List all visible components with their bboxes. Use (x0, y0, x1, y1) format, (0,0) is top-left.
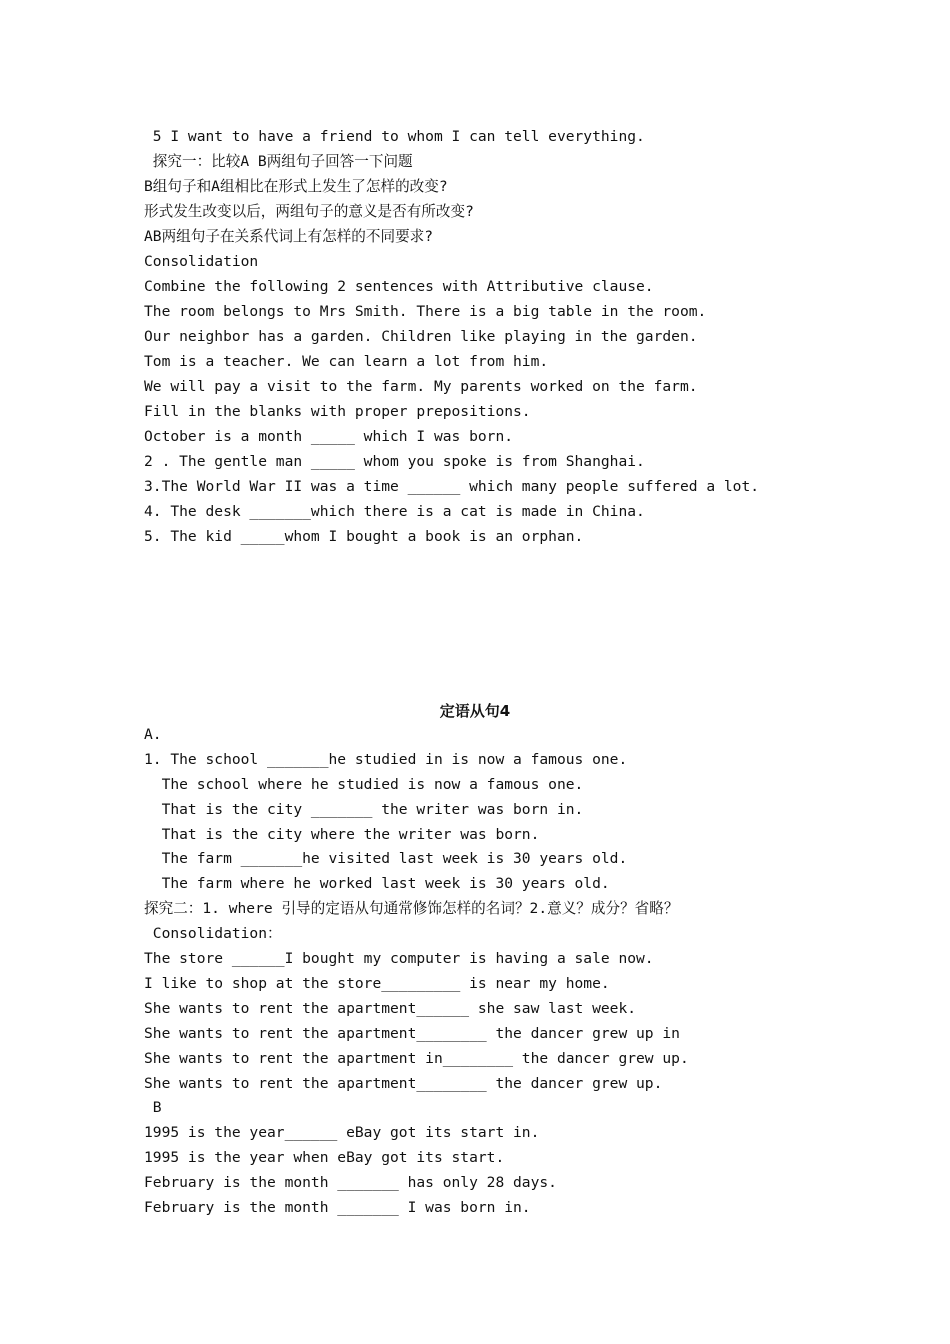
text-line: B组句子和A组相比在形式上发生了怎样的改变? (144, 178, 448, 195)
text-line: A. (144, 726, 162, 743)
text-line: She wants to rent the apartment in________ the dancer grew up. (144, 1050, 689, 1067)
text-line: B (144, 1099, 162, 1116)
text-line: October is a month _____ which I was born. (144, 428, 514, 445)
text-line: The farm _______he visited last week is 30 years old. (144, 850, 628, 867)
text-line: 1995 is the year when eBay got its start. (144, 1149, 505, 1166)
text-line: 3.The World War II was a time ______ which many people suffered a lot. (144, 478, 760, 495)
text-line: She wants to rent the apartment________ the dancer grew up in (144, 1025, 680, 1042)
text-line: 5 I want to have a friend to whom I can tell everything. (144, 128, 645, 145)
text-line: Consolidation (144, 253, 259, 270)
text-line: We will pay a visit to the farm. My parents worked on the farm. (144, 378, 698, 395)
text-line: 4. The desk _______which there is a cat is made in China. (144, 503, 645, 520)
text-line: The farm where he worked last week is 30 years old. (144, 875, 610, 892)
text-line: That is the city where the writer was born. (144, 826, 540, 843)
text-line: 1. The school _______he studied in is now a famous one. (144, 751, 628, 768)
text-line: 形式发生改变以后，两组句子的意义是否有所改变? (144, 203, 474, 220)
text-line: The store ______I bought my computer is having a sale now. (144, 950, 654, 967)
text-line: 2 . The gentle man _____ whom you spoke is from Shanghai. (144, 453, 645, 470)
text-line: I like to shop at the store_________ is near my home. (144, 975, 610, 992)
text-line: Fill in the blanks with proper prepositions. (144, 403, 531, 420)
text-line: 5. The kid _____whom I bought a book is an orphan. (144, 528, 584, 545)
text-line: The school where he studied is now a famous one. (144, 776, 584, 793)
text-line: The room belongs to Mrs Smith. There is a big table in the room. (144, 303, 707, 320)
text-line: She wants to rent the apartment________ the dancer grew up. (144, 1075, 663, 1092)
text-line: 1995 is the year______ eBay got its start in. (144, 1124, 540, 1141)
section-title: 定语从句4 (439, 702, 511, 720)
text-line: AB两组句子在关系代词上有怎样的不同要求? (144, 228, 434, 245)
text-line: That is the city _______ the writer was born in. (144, 801, 584, 818)
text-line: Consolidation： (144, 925, 282, 942)
text-line: She wants to rent the apartment______ she saw last week. (144, 1000, 637, 1017)
text-line: Tom is a teacher. We can learn a lot from him. (144, 353, 549, 370)
text-line: Our neighbor has a garden. Children like playing in the garden. (144, 328, 698, 345)
text-line: February is the month _______ has only 28 days. (144, 1174, 557, 1191)
text-line: February is the month _______ I was born in. (144, 1199, 531, 1216)
text-line: 探究一：比较A B两组句子回答一下问题 (144, 153, 413, 170)
text-line: Combine the following 2 sentences with Attributive clause. (144, 278, 654, 295)
text-line: 探究二：1. where 引导的定语从句通常修饰怎样的名词？2.意义？成分？省略？ (144, 900, 679, 917)
